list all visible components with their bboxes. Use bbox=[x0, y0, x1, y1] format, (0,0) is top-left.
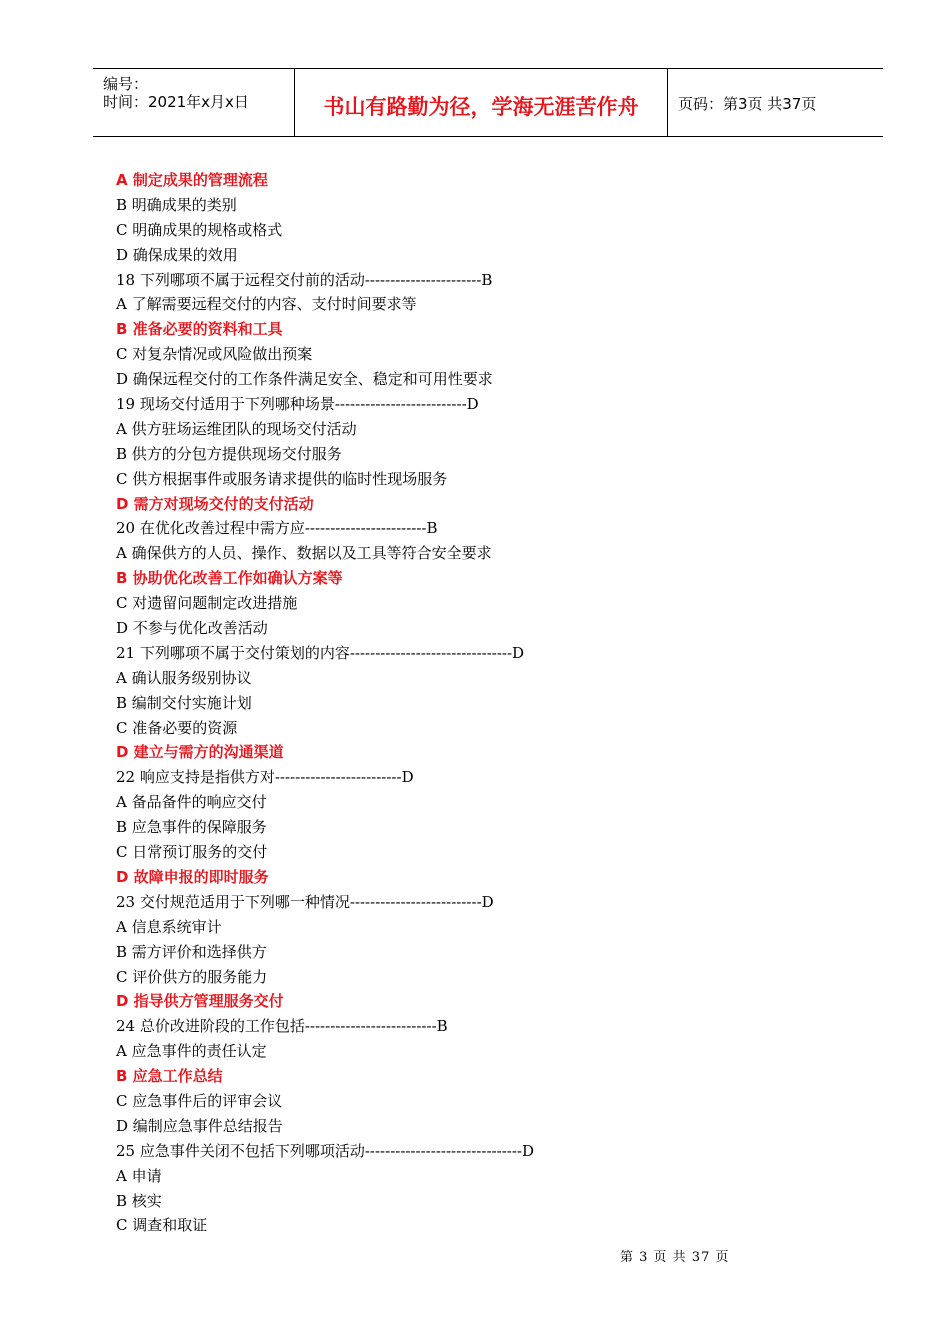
text-line: B 明确成果的类别 bbox=[116, 195, 237, 214]
page-footer: 第 3 页 共 37 页 bbox=[620, 1250, 730, 1265]
text-line: A 应急事件的责任认定 bbox=[116, 1042, 267, 1061]
text-line: 25 应急事件关闭不包括下列哪项活动-------------------------------D bbox=[116, 1141, 535, 1160]
text-line: B 核实 bbox=[116, 1191, 162, 1210]
header-page-cell bbox=[668, 69, 883, 136]
text-line: 22 响应支持是指供方对-------------------------D bbox=[116, 768, 414, 787]
text-line: C 对复杂情况或风险做出预案 bbox=[116, 345, 313, 364]
text-line: B 需方评价和选择供方 bbox=[116, 942, 267, 961]
answer-option-line: A 制定成果的管理流程 bbox=[116, 171, 268, 189]
question-list bbox=[116, 168, 856, 1238]
text-line: B 供方的分包方提供现场交付服务 bbox=[116, 444, 342, 463]
header-motto-cell bbox=[295, 69, 668, 136]
text-line: C 调查和取证 bbox=[116, 1216, 208, 1235]
answer-option-line: B 准备必要的资料和工具 bbox=[116, 320, 283, 339]
page-code: 页码：第3页 共37页 bbox=[678, 95, 817, 113]
text-line: 20 在优化改善过程中需方应------------------------B bbox=[116, 519, 438, 538]
text-line: C 明确成果的规格或格式 bbox=[116, 220, 283, 239]
text-line: 21 下列哪项不属于交付策划的内容--------------------------------D bbox=[116, 643, 525, 662]
text-line: A 确认服务级别协议 bbox=[116, 668, 252, 687]
text-line: A 确保供方的人员、操作、数据以及工具等符合安全要求 bbox=[116, 544, 492, 563]
text-line: C 日常预订服务的交付 bbox=[116, 843, 268, 862]
motto-text: 书山有路勤为径，学海无涯苦作舟 bbox=[323, 94, 639, 119]
text-line: 23 交付规范适用于下列哪一种情况--------------------------D bbox=[116, 892, 494, 911]
page-header bbox=[93, 68, 883, 137]
text-line: D 不参与优化改善活动 bbox=[116, 619, 268, 638]
text-line: C 应急事件后的评审会议 bbox=[116, 1091, 283, 1110]
text-line: D 确保远程交付的工作条件满足安全、稳定和可用性要求 bbox=[116, 370, 493, 389]
text-line: D 编制应急事件总结报告 bbox=[116, 1116, 283, 1135]
time-label: 时间：2021年x月x日 bbox=[103, 93, 249, 111]
number-label: 编号： bbox=[103, 75, 149, 93]
text-line: C 评价供方的服务能力 bbox=[116, 967, 268, 986]
text-line: 19 现场交付适用于下列哪种场景--------------------------D bbox=[116, 395, 479, 414]
answer-option-line: D 指导供方管理服务交付 bbox=[116, 992, 284, 1011]
answer-option-line: B 应急工作总结 bbox=[116, 1067, 223, 1086]
text-line: A 信息系统审计 bbox=[116, 917, 222, 936]
answer-option-line: D 建立与需方的沟通渠道 bbox=[116, 743, 284, 762]
text-line: 18 下列哪项不属于远程交付前的活动-----------------------B bbox=[116, 270, 493, 289]
text-line: B 应急事件的保障服务 bbox=[116, 818, 267, 837]
header-info-cell bbox=[93, 69, 295, 136]
text-line: A 申请 bbox=[116, 1166, 162, 1185]
text-line: B 编制交付实施计划 bbox=[116, 693, 252, 712]
text-line: D 确保成果的效用 bbox=[116, 245, 238, 264]
text-line: C 供方根据事件或服务请求提供的临时性现场服务 bbox=[116, 469, 448, 488]
text-line: A 供方驻场运维团队的现场交付活动 bbox=[116, 419, 357, 438]
text-line: C 准备必要的资源 bbox=[116, 718, 238, 737]
text-line: C 对遗留问题制定改进措施 bbox=[116, 594, 298, 613]
text-line: 24 总价改进阶段的工作包括--------------------------B bbox=[116, 1017, 448, 1036]
answer-option-line: D 故障申报的即时服务 bbox=[116, 867, 269, 886]
text-line: A 备品备件的响应交付 bbox=[116, 793, 267, 812]
text-line: A 了解需要远程交付的内容、支付时间要求等 bbox=[116, 295, 417, 314]
answer-option-line: B 协助优化改善工作如确认方案等 bbox=[116, 569, 343, 588]
answer-option-line: D 需方对现场交付的支付活动 bbox=[116, 494, 314, 513]
